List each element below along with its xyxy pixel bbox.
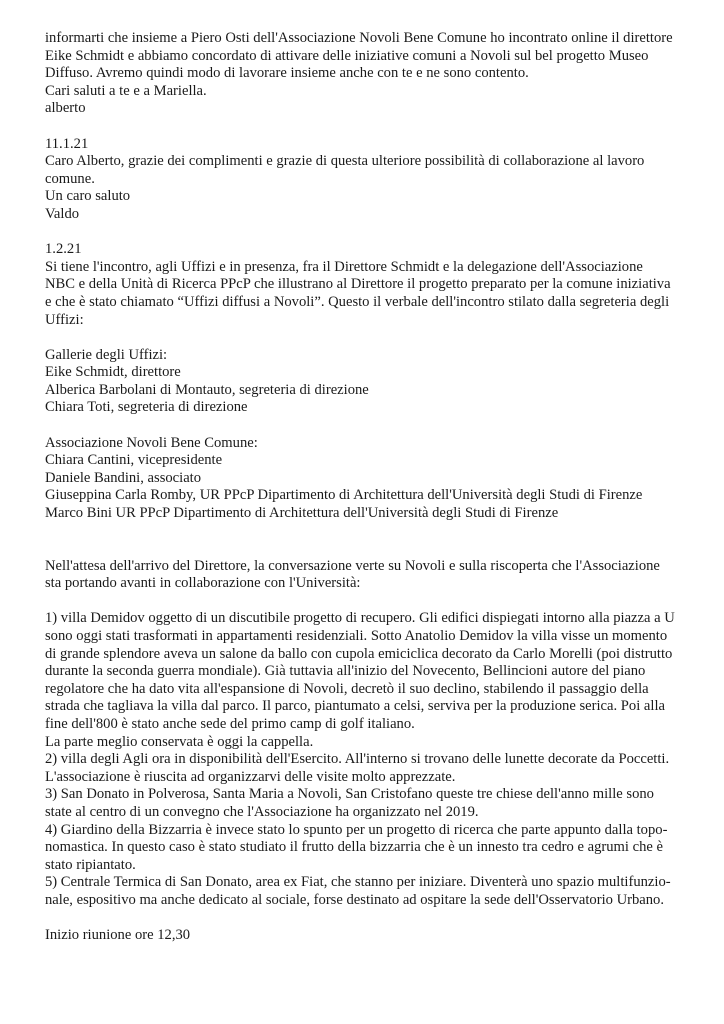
attendee: Giuseppina Carla Romby, UR PPcP Dipartimento di Architettura dell'Università degli Studi di Firenze (45, 487, 643, 504)
list-line: sono oggi stati trasformati in appartamenti residenziali. Sotto Anatolio Demidov la villa visse un momento (45, 628, 668, 644)
paragraph-gap (45, 329, 695, 347)
text-line: informarti che insieme a Piero Osti dell'Associazione Novoli Bene Comune ho incontrato online il direttore (45, 30, 673, 46)
list-line: di grande splendore aveva un salone da ballo con cupola emiciclica decorato da Carlo Morelli (poi distrutto (45, 645, 673, 662)
paragraph-gap (45, 118, 695, 136)
list-line: 2) villa degli Agli ora in disponibilità dell'Esercito. All'interno si trovano delle lunette decorate da Poccetti. (45, 751, 670, 768)
text-line: Caro Alberto, grazie dei complimenti e grazie di questa ulteriore possibilità di collaborazione al lavoro (45, 153, 645, 170)
text-line: Diffuso. Avremo quindi modo di lavorare insieme anche con te e ne sono contento. (45, 65, 529, 82)
attendee: Chiara Toti, segreteria di direzione (45, 399, 248, 416)
text-line: Inizio riunione ore 12,30 (45, 927, 191, 944)
list-line: stato ripiantato. (45, 856, 136, 873)
text-line: e che è stato chiamato “Uffizi diffusi a Novoli”. Questo il verbale dell'incontro stilato dalla segreteria degli (45, 293, 670, 310)
text-line: Cari saluti a te e a Mariella. (45, 82, 207, 99)
attendee: Eike Schmidt, direttore (45, 364, 181, 381)
text-line: Si tiene l'incontro, agli Uffizi e in presenza, fra il Direttore Schmidt e la delegazione dell'Associazione (45, 258, 643, 275)
attendee-group-heading: Associazione Novoli Bene Comune: (45, 434, 258, 451)
attendee-group-heading: Gallerie degli Uffizi: (45, 346, 168, 363)
paragraph-gap (45, 224, 695, 242)
text-line: Uffizi: (45, 311, 84, 328)
document-body (45, 30, 695, 945)
text-line: NBC e della Unità di Ricerca PPcP che illustrano al Direttore il progetto preparato per la comune iniziativa (45, 276, 671, 293)
text-line: Un caro saluto (45, 188, 131, 205)
text-line: Eike Schmidt e abbiamo concordato di attivare delle iniziative comuni a Novoli sul bel progetto Museo (45, 47, 649, 64)
list-line: 1) villa Demidov oggetto di un discutibile progetto di recupero. Gli edifici dispiegati intorno alla piazza a U (45, 610, 675, 627)
signature-valdo: Valdo (45, 205, 80, 222)
attendee: Marco Bini UR PPcP Dipartimento di Architettura dell'Università degli Studi di Firenze (45, 505, 559, 522)
text-line: sta portando avanti in collaborazione con l'Università: (45, 575, 361, 592)
list-line: 4) Giardino della Bizzarria è invece stato lo spunto per un progetto di ricerca che parte appunto dalla topo- (45, 821, 668, 838)
paragraph-gap (45, 910, 695, 928)
intro-letter (45, 30, 695, 118)
date-line: 11.1.21 (45, 135, 89, 152)
list-line: L'associazione è riuscita ad organizzarvi delle visite molto apprezzate. (45, 768, 456, 785)
numbered-list (45, 610, 695, 909)
paragraph-gap (45, 523, 695, 558)
attendee: Alberica Barbolani di Montauto, segreteria di direzione (45, 381, 369, 398)
uffizi-attendees (45, 347, 695, 417)
meeting-start (45, 927, 695, 945)
list-line: nale, espositivo ma anche dedicato al sociale, forse destinato ad ospitare la sede dell'Osservatorio Urbano. (45, 891, 665, 908)
list-line: La parte meglio conservata è oggi la cappella. (45, 733, 314, 750)
meeting-intro (45, 241, 695, 329)
reply-letter (45, 136, 695, 224)
waiting-paragraph (45, 558, 695, 593)
list-line: strada che tagliava la villa dal parco. Il parco, piantumato a celsi, serviva per la produzione serica. Poi alla (45, 698, 665, 715)
text-line: Nell'attesa dell'arrivo del Direttore, la conversazione verte su Novoli e sulla riscoperta che l'Associazione (45, 557, 660, 574)
attendee: Chiara Cantini, vicepresidente (45, 452, 223, 469)
signature-alberto: alberto (45, 100, 86, 117)
text-line: comune. (45, 170, 95, 187)
list-line: durante la seconda guerra mondiale). Già tuttavia all'inizio del Novecento, Bellincioni autore del piano (45, 663, 646, 680)
list-line: 5) Centrale Termica di San Donato, area ex Fiat, che stanno per iniziare. Diventerà uno spazio multifunzio- (45, 874, 671, 891)
list-line: nomastica. In questo caso è stato studiato il frutto della bizzarria che è un innesto tra cedro e agrumi che è (45, 839, 663, 856)
list-line: 3) San Donato in Polverosa, Santa Maria a Novoli, San Cristofano queste tre chiese dell'anno mille sono (45, 786, 654, 803)
list-line: state al centro di un convegno che l'Associazione ha organizzato nel 2019. (45, 803, 479, 820)
list-line: regolatore che ha dato vita all'espansione di Novoli, decretò il suo declino, stabilendo il passaggio della (45, 680, 649, 697)
paragraph-gap (45, 593, 695, 611)
paragraph-gap (45, 417, 695, 435)
attendee: Daniele Bandini, associato (45, 469, 202, 486)
nbc-attendees (45, 435, 695, 523)
date-line: 1.2.21 (45, 241, 82, 258)
list-line: fine dell'800 è stato anche sede del primo camp di golf italiano. (45, 715, 415, 732)
